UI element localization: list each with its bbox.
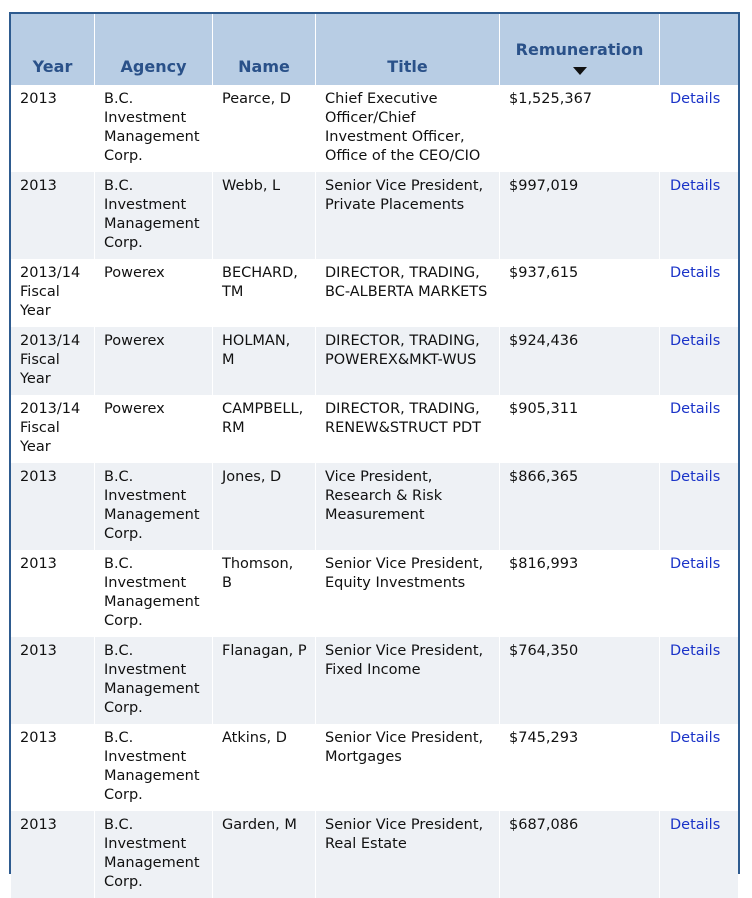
- cell-agency: Powerex: [95, 395, 213, 463]
- table-row: [11, 172, 738, 259]
- cell-year: 2013: [11, 724, 95, 811]
- cell-name: Atkins, D: [213, 724, 316, 811]
- cell-title: Senior Vice President, Equity Investments: [316, 550, 500, 637]
- cell-title: Senior Vice President, Mortgages: [316, 724, 500, 811]
- cell-title: Senior Vice President, Private Placements: [316, 172, 500, 259]
- sort-descending-icon: [573, 67, 587, 75]
- cell-year: 2013: [11, 811, 95, 898]
- cell-details: [660, 811, 738, 898]
- cell-agency: B.C. Investment Management Corp.: [95, 724, 213, 811]
- cell-name: Pearce, D: [213, 85, 316, 172]
- cell-details: [660, 327, 738, 395]
- cell-name: Garden, M: [213, 811, 316, 898]
- cell-year: 2013: [11, 463, 95, 550]
- details-link[interactable]: Details: [670, 817, 721, 833]
- cell-agency: B.C. Investment Management Corp.: [95, 637, 213, 724]
- details-link[interactable]: Details: [670, 265, 721, 281]
- cell-agency: B.C. Investment Management Corp.: [95, 85, 213, 172]
- cell-remuneration: $937,615: [500, 259, 660, 327]
- cell-agency: B.C. Investment Management Corp.: [95, 550, 213, 637]
- table-body: [11, 85, 738, 898]
- cell-remuneration: $1,525,367: [500, 85, 660, 172]
- cell-details: [660, 637, 738, 724]
- cell-year: 2013: [11, 550, 95, 637]
- cell-agency: B.C. Investment Management Corp.: [95, 811, 213, 898]
- table-row: [11, 259, 738, 327]
- cell-remuneration: $687,086: [500, 811, 660, 898]
- table-row: [11, 724, 738, 811]
- table-row: [11, 550, 738, 637]
- cell-title: Chief Executive Officer/Chief Investment Officer, Office of the CEO/CIO: [316, 85, 500, 172]
- cell-name: Flanagan, P: [213, 637, 316, 724]
- cell-title: Vice President, Research & Risk Measurement: [316, 463, 500, 550]
- cell-details: [660, 463, 738, 550]
- cell-agency: Powerex: [95, 259, 213, 327]
- cell-name: BECHARD, TM: [213, 259, 316, 327]
- cell-remuneration: $764,350: [500, 637, 660, 724]
- details-link[interactable]: Details: [670, 401, 721, 417]
- table-row: [11, 811, 738, 898]
- column-header-agency[interactable]: Agency: [95, 14, 213, 85]
- column-header-title[interactable]: Title: [316, 14, 500, 85]
- cell-title: DIRECTOR, TRADING, POWEREX&MKT-WUS: [316, 327, 500, 395]
- cell-title: DIRECTOR, TRADING, RENEW&STRUCT PDT: [316, 395, 500, 463]
- cell-details: [660, 550, 738, 637]
- details-link[interactable]: Details: [670, 91, 721, 107]
- cell-name: Webb, L: [213, 172, 316, 259]
- column-header-remuneration-label: Remuneration: [515, 40, 644, 59]
- cell-agency: Powerex: [95, 327, 213, 395]
- table-row: [11, 395, 738, 463]
- details-link[interactable]: Details: [670, 556, 721, 572]
- cell-year: 2013: [11, 85, 95, 172]
- column-header-year[interactable]: Year: [11, 14, 95, 85]
- cell-details: [660, 724, 738, 811]
- remuneration-table: [11, 14, 738, 898]
- remuneration-table-container: [9, 12, 740, 890]
- cell-details: [660, 259, 738, 327]
- cell-remuneration: $816,993: [500, 550, 660, 637]
- cell-details: [660, 85, 738, 172]
- cell-remuneration: $745,293: [500, 724, 660, 811]
- cell-remuneration: $924,436: [500, 327, 660, 395]
- cell-name: CAMPBELL, RM: [213, 395, 316, 463]
- cell-title: DIRECTOR, TRADING, BC-ALBERTA MARKETS: [316, 259, 500, 327]
- cell-year: 2013/14 Fiscal Year: [11, 327, 95, 395]
- cell-title: Senior Vice President, Fixed Income: [316, 637, 500, 724]
- details-link[interactable]: Details: [670, 333, 721, 349]
- details-link[interactable]: Details: [670, 643, 721, 659]
- details-link[interactable]: Details: [670, 469, 721, 485]
- cell-year: 2013/14 Fiscal Year: [11, 395, 95, 463]
- table-row: [11, 637, 738, 724]
- cell-name: Thomson, B: [213, 550, 316, 637]
- cell-agency: B.C. Investment Management Corp.: [95, 172, 213, 259]
- cell-details: [660, 395, 738, 463]
- cell-remuneration: $866,365: [500, 463, 660, 550]
- cell-year: 2013: [11, 637, 95, 724]
- cell-title: Senior Vice President, Real Estate: [316, 811, 500, 898]
- details-link[interactable]: Details: [670, 730, 721, 746]
- cell-year: 2013: [11, 172, 95, 259]
- column-header-remuneration[interactable]: [500, 14, 660, 85]
- column-header-details: [660, 14, 738, 85]
- cell-name: HOLMAN, M: [213, 327, 316, 395]
- table-row: [11, 327, 738, 395]
- column-header-name[interactable]: Name: [213, 14, 316, 85]
- details-link[interactable]: Details: [670, 178, 721, 194]
- cell-name: Jones, D: [213, 463, 316, 550]
- table-header-row: [11, 14, 738, 85]
- cell-agency: B.C. Investment Management Corp.: [95, 463, 213, 550]
- cell-remuneration: $905,311: [500, 395, 660, 463]
- cell-year: 2013/14 Fiscal Year: [11, 259, 95, 327]
- table-row: [11, 85, 738, 172]
- cell-details: [660, 172, 738, 259]
- cell-remuneration: $997,019: [500, 172, 660, 259]
- table-row: [11, 463, 738, 550]
